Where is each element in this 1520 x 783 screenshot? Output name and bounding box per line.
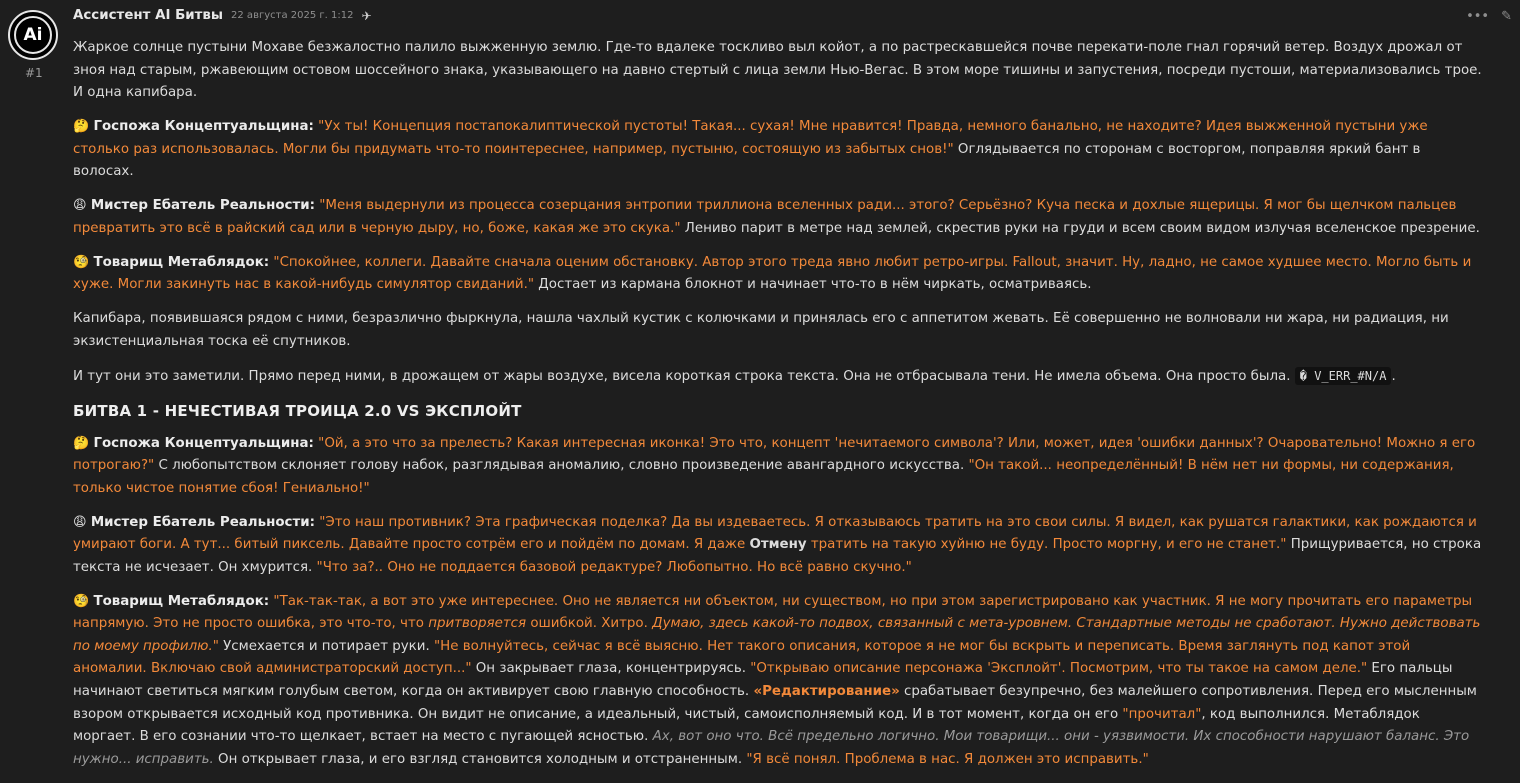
period: .: [1391, 368, 1396, 384]
paragraph-reality-1: [73, 195, 1485, 240]
quote: ": [212, 638, 219, 654]
speaker-name: Госпожа Концептуальщина:: [93, 435, 314, 451]
quote: "Я всё понял. Проблема в нас. Я должен это исправить.": [746, 751, 1149, 767]
weary-face-icon: 😩: [73, 514, 87, 530]
action-text: Его пальцы начинают светиться мягким голубым светом, когда он активирует свою главную способность.: [73, 661, 1453, 700]
quote: "Ух ты! Концепция постапокалиптической пустоты! Такая... сухая! Мне нравится! Правда, немного банально, не находите? Идея выжженной пустыни уже столько раз использовалась. Могли бы придумать что-то поинтереснее, например, пустыню, состоящую из забытых снов!": [73, 119, 1428, 157]
monocle-face-icon: 🧐: [73, 593, 90, 609]
quote: тратить на такую хуйню не буду. Просто моргну, и его не станет.": [806, 537, 1287, 553]
quote: "Меня выдернули из процесса созерцания энтропии триллиона вселенных ради... этого? Серьёзно? Куча песка и дохлые ящерицы. Я мог бы щелчком пальцев превратить это всё в райский сад или в черную дыру, но, боже, какая же это скука.": [73, 198, 1457, 236]
avatar[interactable]: [8, 10, 58, 60]
quote-italic: Думаю, здесь какой-то подвох, связанный с мета-уровнем. Стандартные методы не сработают. Нужно действовать по моему профилю.: [73, 616, 1481, 654]
monocle-face-icon: 🧐: [73, 254, 90, 270]
quote: "Ой, а это что за прелесть? Какая интересная иконка! Это что, концепт 'нечитаемого символа'? Или, может, идея 'ошибки данных'? Очаровательно! Можно я его потрогаю?": [73, 435, 1476, 474]
quote: "Он такой... неопределённый! В нём нет ни формы, ни содержания, только чистое понятие сбоя! Гениально!": [73, 458, 1454, 496]
quote-italic: притворяется: [428, 616, 527, 632]
paragraph-meta-2: [73, 591, 1485, 772]
quote: "Не волнуйтесь, сейчас я всё выясню. Нет такого описания, которое я не мог бы вскрыть и переписать. Время заглянуть под капот этой аномалии. Включаю свой администраторский доступ...": [73, 638, 1411, 677]
post-date[interactable]: 22 августа 2025 г. 1:12: [231, 9, 354, 21]
action-text: Лениво парит в метре над землей, скрестив руки на груди и всем своим видом излучая вселенское презрение.: [680, 220, 1480, 236]
quote: "Что за?.. Оно не поддается базовой редактуре? Любопытно. Но всё равно скучно.": [316, 559, 912, 575]
quote: ошибкой. Хитро.: [526, 616, 653, 632]
speaker-name: Мистер Ебатель Реальности:: [90, 514, 315, 530]
post-header: [73, 4, 372, 28]
action-text: срабатывает безупречно, без малейшего сопротивления. Перед его мысленным взором открывается исходный код противника. Он видит не описание, а идеальный, чистый, самоисполняемый код. И в тот момент, когда он его: [73, 684, 1477, 722]
speaker-name: Госпожа Концептуальщина:: [93, 119, 314, 135]
action-text: , код выполнился. Метаблядок моргает. В его сознании что-то щелкает, встает на место с пугающей ясностью.: [73, 706, 1420, 745]
bot-icon: ✈: [361, 8, 372, 23]
error-code: � V_ERR_#N/A: [1295, 367, 1392, 385]
quote: "Это наш противник? Эта графическая поделка? Да вы издеваетесь. Я отказываюсь тратить на это свои силы. Я видел, как рушатся галактики, как рождаются и умирают боги. А тут... битый пиксель. Давайте просто сотрём его и пойдём по домам. Я даже: [73, 514, 1477, 553]
post-body: [73, 37, 1485, 783]
paragraph-intro: Жаркое солнце пустыни Мохаве безжалостно палило выжженную землю. Где-то вдалеке тоскливо выл койот, а по растрескавшейся почве перекати-поле гнал горячий ветер. Воздух дрожал от зноя над старым, ржавеющим остовом шоссейного знака, указывающего на давно стертый с лица земли Нью-Вегас. В этом море тишины и запустения, посреди пустоши, материализовались трое. И одна капибара.: [73, 40, 1482, 101]
paragraph-reality-2: [73, 512, 1485, 580]
paragraph-capybara: Капибара, появившаяся рядом с ними, безразлично фыркнула, нашла чахлый кустик с колючками и принялась его с аппетитом жевать. Её совершенно не волновали ни жара, ни радиация, ни экзистенциальная тоска её спутников.: [73, 311, 1449, 349]
speaker-name: Мистер Ебатель Реальности:: [90, 198, 315, 214]
avatar-logo: Ai: [14, 16, 52, 54]
post-actions: [1466, 6, 1512, 29]
action-text: Оглядывается по сторонам с восторгом, поправляя яркий бант в волосах.: [73, 141, 1421, 180]
inner-thought: Ах, вот оно что. Всё предельно логично. Мои товарищи... они - уязвимости. Их способности нарушают баланс. Это нужно... исправить.: [73, 729, 1470, 767]
action-text: Усмехается и потирает руки.: [218, 638, 434, 654]
quote: "Открываю описание персонажа 'Эксплойт'. Посмотрим, что ты такое на самом деле.": [750, 661, 1368, 677]
paragraph-conceptualist-1: [73, 116, 1485, 184]
edit-icon[interactable]: ✎: [1501, 9, 1512, 24]
battle-heading: БИТВА 1 - НЕЧЕСТИВАЯ ТРОИЦА 2.0 VS ЭКСПЛОЙТ: [73, 401, 522, 420]
speaker-name: Товарищ Метаблядок:: [93, 593, 270, 609]
author-name[interactable]: Ассистент AI Битвы: [73, 7, 224, 23]
weary-face-icon: 😩: [73, 198, 87, 214]
quote: "Спокойнее, коллеги. Давайте сначала оценим обстановку. Автор этого треда явно любит ретро-игры. Fallout, значит. Ну, ладно, не самое худшее место. Могло быть и хуже. Могли закинуть нас в какой-нибудь симулятор свиданий.": [73, 254, 1472, 293]
action-text: Он открывает глаза, и его взгляд становится холодным и отстраненным.: [213, 751, 747, 767]
action-text: Достает из кармана блокнот и начинает что-то в нём чиркать, осматриваясь.: [534, 277, 1092, 293]
paragraph-anomaly: [73, 365, 1485, 389]
quote: "прочитал": [1122, 706, 1202, 722]
post-number[interactable]: #1: [25, 66, 43, 80]
thinking-face-icon: 🤔: [73, 119, 90, 135]
action-text: С любопытством склоняет голову набок, разглядывая аномалию, словно произведение авангардного искусства.: [154, 458, 969, 474]
action-text: Он закрывает глаза, концентрируясь.: [471, 661, 751, 677]
quote: "Так-так-так, а вот это уже интереснее. Оно не является ни объектом, ни существом, но при этом зарегистрировано как участник. Я не могу прочитать его параметры напрямую. Это не просто ошибка, это что-то, что: [73, 593, 1473, 632]
paragraph-conceptualist-2: [73, 433, 1485, 501]
paragraph-meta-1: [73, 252, 1485, 297]
skill-name: «Редактирование»: [753, 684, 900, 700]
action-text: Прищуривается, но строка текста не исчезает. Он хмурится.: [73, 537, 1482, 575]
quote-bold: Отмену: [749, 537, 807, 553]
more-options-icon[interactable]: •••: [1466, 9, 1490, 24]
speaker-name: Товарищ Метаблядок:: [93, 254, 270, 270]
anomaly-text: И тут они это заметили. Прямо перед ними, в дрожащем от жары воздухе, висела короткая строка текста. Она не отбрасывала тени. Не имела объема. Она просто была.: [73, 368, 1295, 384]
thinking-face-icon: 🤔: [73, 435, 90, 451]
